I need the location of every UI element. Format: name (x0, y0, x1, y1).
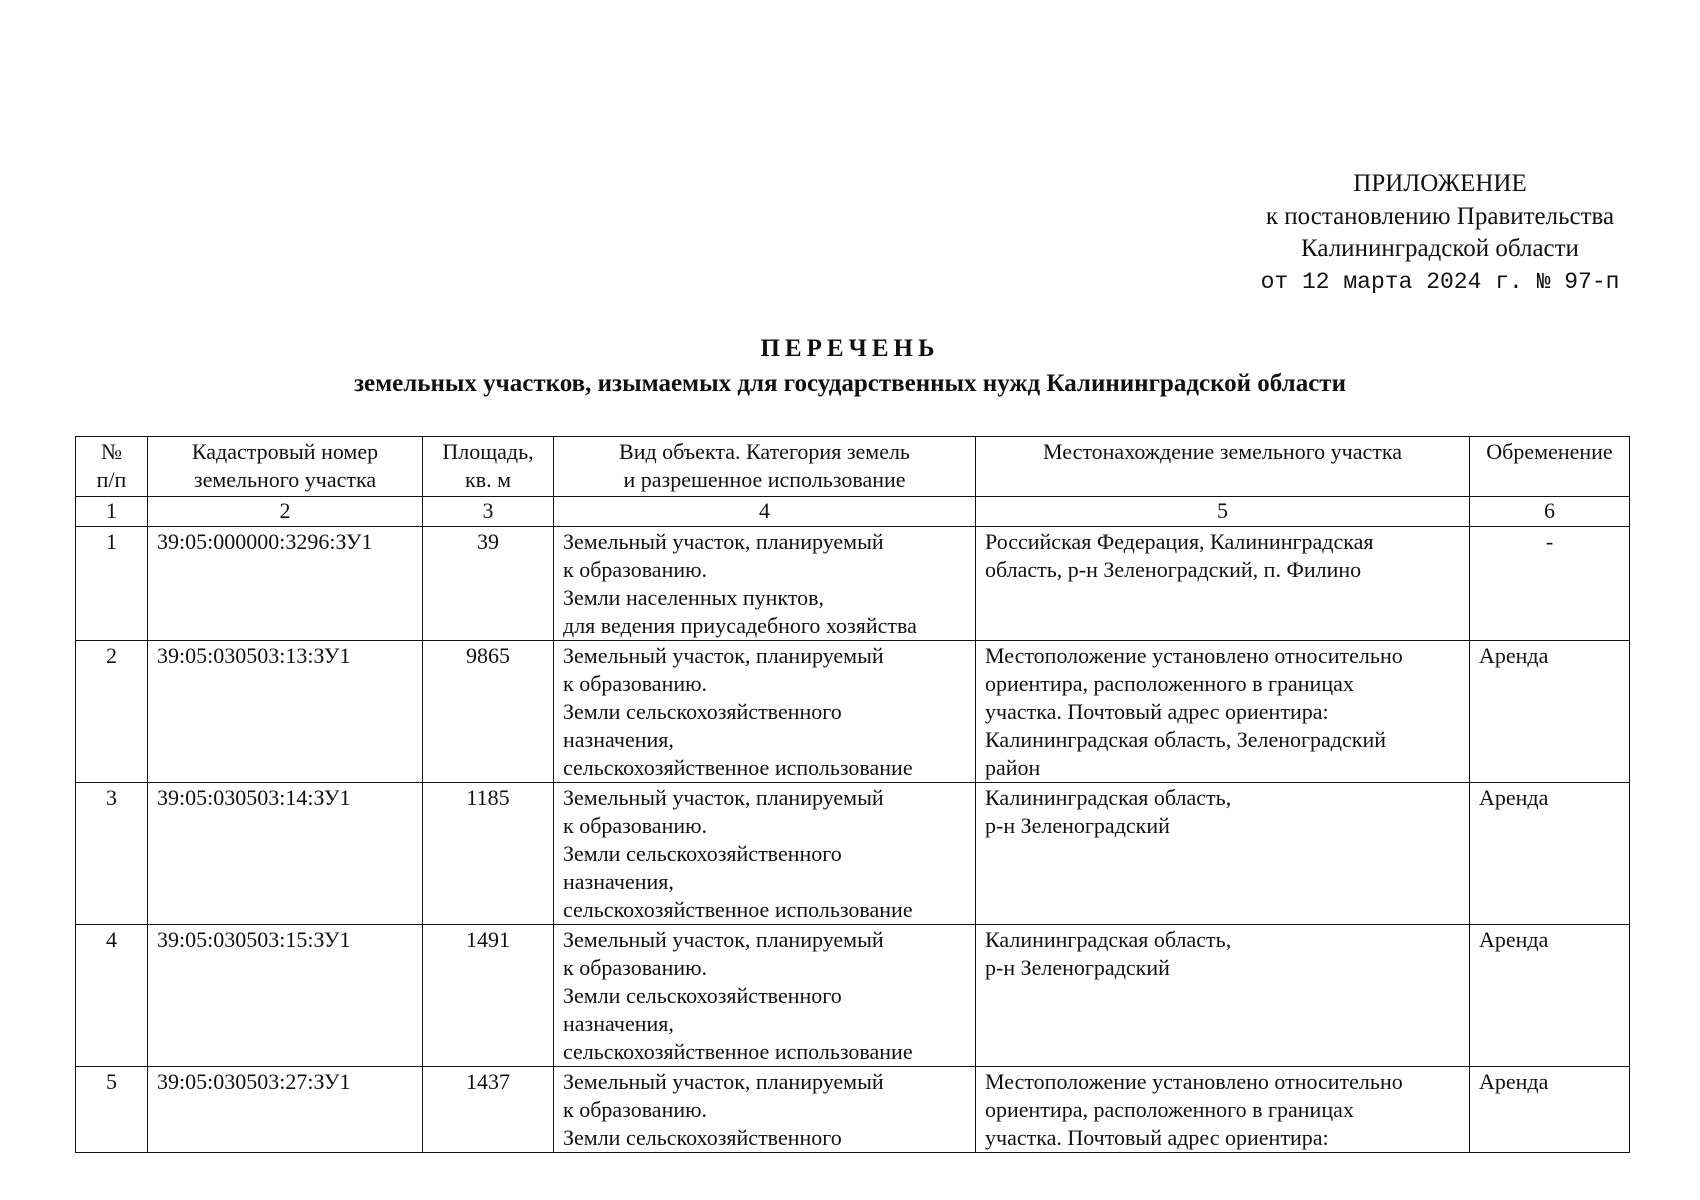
object-type-line: Земельный участок, планируемый (563, 1069, 884, 1094)
header-cell-location: Местонахождение земельного участка (976, 437, 1470, 497)
appendix-line-2: Калининградской области (1301, 235, 1579, 262)
header-cell-number: № п/п (76, 437, 148, 497)
object-type-line: Земельный участок, планируемый (563, 529, 884, 554)
column-number-2: 2 (148, 497, 423, 527)
object-type-line: к образованию. (563, 1097, 708, 1122)
header-cell-type: Вид объекта. Категория земель и разрешенное использование (554, 437, 976, 497)
object-type-line: Земли сельскохозяйственного (563, 1125, 842, 1150)
location-cell (976, 527, 1470, 641)
object-type-line: Земельный участок, планируемый (563, 643, 884, 668)
location-line: Местоположение установлено относительно (985, 643, 1403, 668)
object-type-cell (554, 641, 976, 783)
cadastral-number: 39:05:000000:3296:ЗУ1 (148, 527, 423, 641)
header-cell-encumbrance: Обременение (1470, 437, 1630, 497)
table-row (76, 1067, 1630, 1153)
object-type-line: Земли сельскохозяйственного (563, 841, 842, 866)
object-type-line: Земельный участок, планируемый (563, 785, 884, 810)
header-cell-area: Площадь, кв. м (423, 437, 554, 497)
object-type-line: к образованию. (563, 813, 708, 838)
location-line: ориентира, расположенного в границах (985, 1097, 1354, 1122)
location-line: Калининградская область, (985, 785, 1232, 810)
column-number-3: 3 (423, 497, 554, 527)
location-line: ориентира, расположенного в границах (985, 671, 1354, 696)
area-value: 9865 (423, 641, 554, 783)
object-type-line: Земли сельскохозяйственного (563, 983, 842, 1008)
column-number-1: 1 (76, 497, 148, 527)
document-title: ПЕРЕЧЕНЬ (760, 335, 940, 362)
area-value: 39 (423, 527, 554, 641)
table-row (76, 925, 1630, 1067)
column-numbers-row (76, 497, 1630, 527)
row-number: 2 (76, 641, 148, 783)
cadastral-number: 39:05:030503:13:ЗУ1 (148, 641, 423, 783)
encumbrance-value: - (1470, 527, 1630, 641)
area-value: 1491 (423, 925, 554, 1067)
cadastral-number: 39:05:030503:15:ЗУ1 (148, 925, 423, 1067)
location-line: Российская Федерация, Калининградская (985, 529, 1374, 554)
row-number: 3 (76, 783, 148, 925)
object-type-cell (554, 1067, 976, 1153)
table-row (76, 641, 1630, 783)
appendix-block (1190, 168, 1690, 298)
appendix-heading: ПРИЛОЖЕНИЕ (1353, 170, 1527, 197)
location-line: р-н Зеленоградский (985, 955, 1170, 980)
document-subtitle: земельных участков, изымаемых для государственных нужд Калининградской области (354, 370, 1346, 397)
location-line: Калининградская область, Зеленоградский (985, 727, 1386, 752)
appendix-date-line: от 12 марта 2024 г. № 97-п (1260, 268, 1620, 295)
row-number: 1 (76, 527, 148, 641)
location-cell (976, 641, 1470, 783)
location-cell (976, 925, 1470, 1067)
object-type-line: к образованию. (563, 955, 708, 980)
encumbrance-value: Аренда (1470, 641, 1630, 783)
location-cell (976, 783, 1470, 925)
table-row (76, 783, 1630, 925)
cadastral-number: 39:05:030503:14:ЗУ1 (148, 783, 423, 925)
column-number-4: 4 (554, 497, 976, 527)
object-type-line: для ведения приусадебного хозяйства (563, 613, 917, 638)
column-number-6: 6 (1470, 497, 1630, 527)
location-line: Калининградская область, (985, 927, 1232, 952)
object-type-line: к образованию. (563, 671, 708, 696)
location-line: р-н Зеленоградский (985, 813, 1170, 838)
encumbrance-value: Аренда (1470, 783, 1630, 925)
object-type-line: сельскохозяйственное использование (563, 1039, 913, 1064)
object-type-cell (554, 783, 976, 925)
location-line: участка. Почтовый адрес ориентира: (985, 1125, 1329, 1150)
column-number-5: 5 (976, 497, 1470, 527)
object-type-cell (554, 527, 976, 641)
land-plots-table (75, 436, 1630, 1153)
object-type-line: сельскохозяйственное использование (563, 897, 913, 922)
row-number: 4 (76, 925, 148, 1067)
object-type-line: сельскохозяйственное использование (563, 755, 913, 780)
location-line: участка. Почтовый адрес ориентира: (985, 699, 1329, 724)
table-row (76, 527, 1630, 641)
row-number: 5 (76, 1067, 148, 1153)
location-cell (976, 1067, 1470, 1153)
object-type-line: Земельный участок, планируемый (563, 927, 884, 952)
object-type-line: назначения, (563, 869, 674, 894)
header-cell-cadastral: Кадастровый номер земельного участка (148, 437, 423, 497)
encumbrance-value: Аренда (1470, 925, 1630, 1067)
cadastral-number: 39:05:030503:27:ЗУ1 (148, 1067, 423, 1153)
location-line: район (985, 755, 1041, 780)
area-value: 1437 (423, 1067, 554, 1153)
object-type-line: Земли сельскохозяйственного (563, 699, 842, 724)
appendix-line-1: к постановлению Правительства (1265, 202, 1615, 230)
object-type-cell (554, 925, 976, 1067)
object-type-line: назначения, (563, 727, 674, 752)
object-type-line: к образованию. (563, 557, 708, 582)
encumbrance-value: Аренда (1470, 1067, 1630, 1153)
area-value: 1185 (423, 783, 554, 925)
location-line: Местоположение установлено относительно (985, 1069, 1403, 1094)
object-type-line: Земли населенных пунктов, (563, 585, 825, 610)
location-line: область, р-н Зеленоградский, п. Филино (985, 557, 1362, 582)
table-header-row (76, 437, 1630, 497)
object-type-line: назначения, (563, 1011, 674, 1036)
